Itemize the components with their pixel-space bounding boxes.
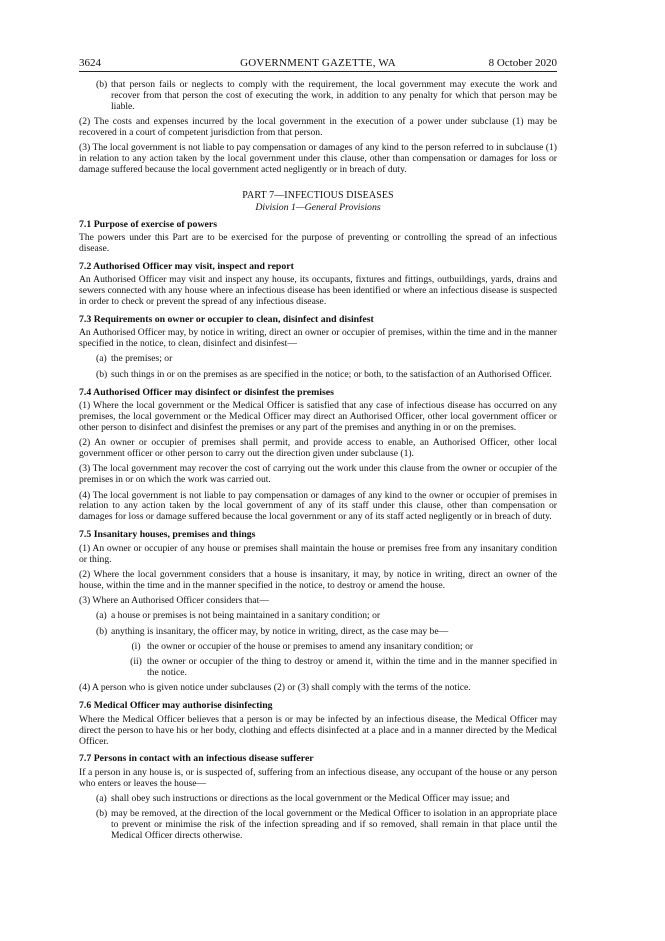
subitem-text: the owner or occupier of the thing to destroy or amend it, within the time and in the manner specified in the notice. <box>147 656 557 679</box>
section-7-4-subclause-1: (1) Where the local government or the Medical Officer is satisfied that any case of infectious disease has occurred on any premises, the local government or the Medical Officer may direct an Authorised Officer, other local government officer or other person to disinfect and disinfest the premises or any part of the premises and anything in or on the premises. <box>79 400 557 433</box>
gazette-title: GOVERNMENT GAZETTE, WA <box>240 57 396 69</box>
division-title: Division 1—General Provisions <box>255 201 381 213</box>
page-number: 3624 <box>79 57 101 69</box>
section-text-7-2: An Authorised Officer may visit and inspect any house, its occupants, fixtures and fittings, outbuildings, yards, drains and sewers connected with any house where an infectious disease has been identified or where an infectious disease is suspected in order to check or prevent the spread of any infectious disease. <box>79 274 557 307</box>
intro-item-b <box>79 80 557 113</box>
item-text: a house or premises is not being maintained in a sanitary condition; or <box>111 610 381 622</box>
item-label: (b) <box>96 79 108 90</box>
section-heading-7-5: 7.5 Insanitary houses, premises and things <box>79 529 256 541</box>
page-header <box>79 57 557 72</box>
subitem-text: the owner or occupier of the house or premises to amend any insanitary condition; or <box>147 640 474 652</box>
section-7-5-item-b <box>79 627 557 638</box>
item-text: such things in or on the premises as are specified in the notice; or both, to the satisfaction of an Authorised Officer. <box>111 368 552 380</box>
subitem-label: (i) <box>131 640 141 652</box>
section-7-5-item-a <box>79 611 557 622</box>
section-7-4-subclause-3: (3) The local government may recover the cost of carrying out the work under this clause from the owner or occupier of the premises in or on which the work was carried out. <box>79 463 557 486</box>
section-7-4-subclause-2: (2) An owner or occupier of premises shall permit, and provide access to enable, an Authorised Officer, other local government officer or other person to carry out the direction given under subclause (1). <box>79 437 557 460</box>
section-7-7-item-a <box>79 794 557 805</box>
item-text: the premises; or <box>111 353 173 365</box>
item-label: (b) <box>96 625 108 637</box>
section-heading-7-6: 7.6 Medical Officer may authorise disinfecting <box>79 700 273 712</box>
section-7-5-subitem-i <box>79 642 557 653</box>
section-heading-7-7: 7.7 Persons in contact with an infectious disease sufferer <box>79 753 314 765</box>
section-heading-7-2: 7.2 Authorised Officer may visit, inspect and report <box>79 260 294 272</box>
section-7-5-subclause-4: (4) A person who is given notice under subclauses (2) or (3) shall comply with the terms of the notice. <box>79 682 471 694</box>
section-text-7-3: An Authorised Officer may, by notice in writing, direct an owner or occupier of premises, within the time and in the manner specified in the notice, to clean, disinfect and disinfest— <box>79 327 557 350</box>
part-title: PART 7—INFECTIOUS DISEASES <box>242 190 394 202</box>
section-heading-7-3: 7.3 Requirements on owner or occupier to clean, disinfect and disinfest <box>79 313 374 325</box>
section-text-7-1: The powers under this Part are to be exercised for the purpose of preventing or controlling the spread of an infectious disease. <box>79 231 557 254</box>
item-label: (a) <box>96 353 107 365</box>
section-7-5-subclause-2: (2) Where the local government considers that a house is insanitary, it may, by notice in writing, direct an owner of the house, within the time and in the manner specified in the notice, to destroy or amend the house. <box>79 568 557 591</box>
section-7-5-subitem-ii <box>79 657 557 679</box>
item-text: that person fails or neglects to comply with the requirement, the local government may execute the work and recover from that person the cost of executing the work, in addition to any penalty for which that person may be liable. <box>111 79 557 112</box>
section-7-3-item-b <box>79 370 557 381</box>
item-label: (b) <box>96 808 108 820</box>
section-heading-7-4: 7.4 Authorised Officer may disinfect or disinfest the premises <box>79 386 334 398</box>
section-7-5-subclause-1: (1) An owner or occupier of any house or premises shall maintain the house or premises free from any insanitary condition or thing. <box>79 542 557 565</box>
item-label: (a) <box>96 793 107 805</box>
intro-subclause-2: (2) The costs and expenses incurred by the local government in the execution of a power under subclause (1) may be recovered in a court of competent jurisdiction from that person. <box>79 116 557 139</box>
item-text: anything is insanitary, the officer may, by notice in writing, direct, as the case may be— <box>111 625 449 637</box>
section-text-7-6: Where the Medical Officer believes that a person is or may be infected by an infectious disease, the Medical Officer may direct the person to have his or her body, clothing and effects disinfected at a place and in a manner directed by the Medical Officer. <box>79 713 557 747</box>
item-text: may be removed, at the direction of the local government or the Medical Officer to isolation in an appropriate place to prevent or minimise the risk of the infection spreading and if so removed, shall remain in that place until the Medical Officer directs otherwise. <box>111 808 557 842</box>
section-7-3-item-a <box>79 354 557 365</box>
subitem-label: (ii) <box>130 656 142 668</box>
item-label: (a) <box>96 610 107 622</box>
issue-date: 8 October 2020 <box>488 57 557 69</box>
section-7-5-subclause-3: (3) Where an Authorised Officer considers that— <box>79 595 269 607</box>
section-text-7-7: If a person in any house is, or is suspected of, suffering from an infectious disease, any occupant of the house or any person who enters or leaves the house— <box>79 766 557 789</box>
section-7-7-item-b <box>79 809 557 842</box>
item-text: shall obey such instructions or directions as the local government or the Medical Officer may issue; and <box>111 793 510 805</box>
section-7-4-subclause-4: (4) The local government is not liable to pay compensation or damages of any kind to the owner or occupier of premises in relation to any action taken by the local government of any of its staff under this clause, other than compensation or damages for loss or damage suffered because the local government or any of its staff acted negligently or in breach of duty. <box>79 489 557 523</box>
intro-subclause-3: (3) The local government is not liable to pay compensation or damages of any kind to the person referred to in subclause (1) in relation to any action taken by the local government under this clause, other than compensation or damages for loss or damage suffered because the local government acted negligently or in breach of duty. <box>79 142 557 176</box>
section-heading-7-1: 7.1 Purpose of exercise of powers <box>79 218 218 230</box>
item-label: (b) <box>96 368 108 380</box>
